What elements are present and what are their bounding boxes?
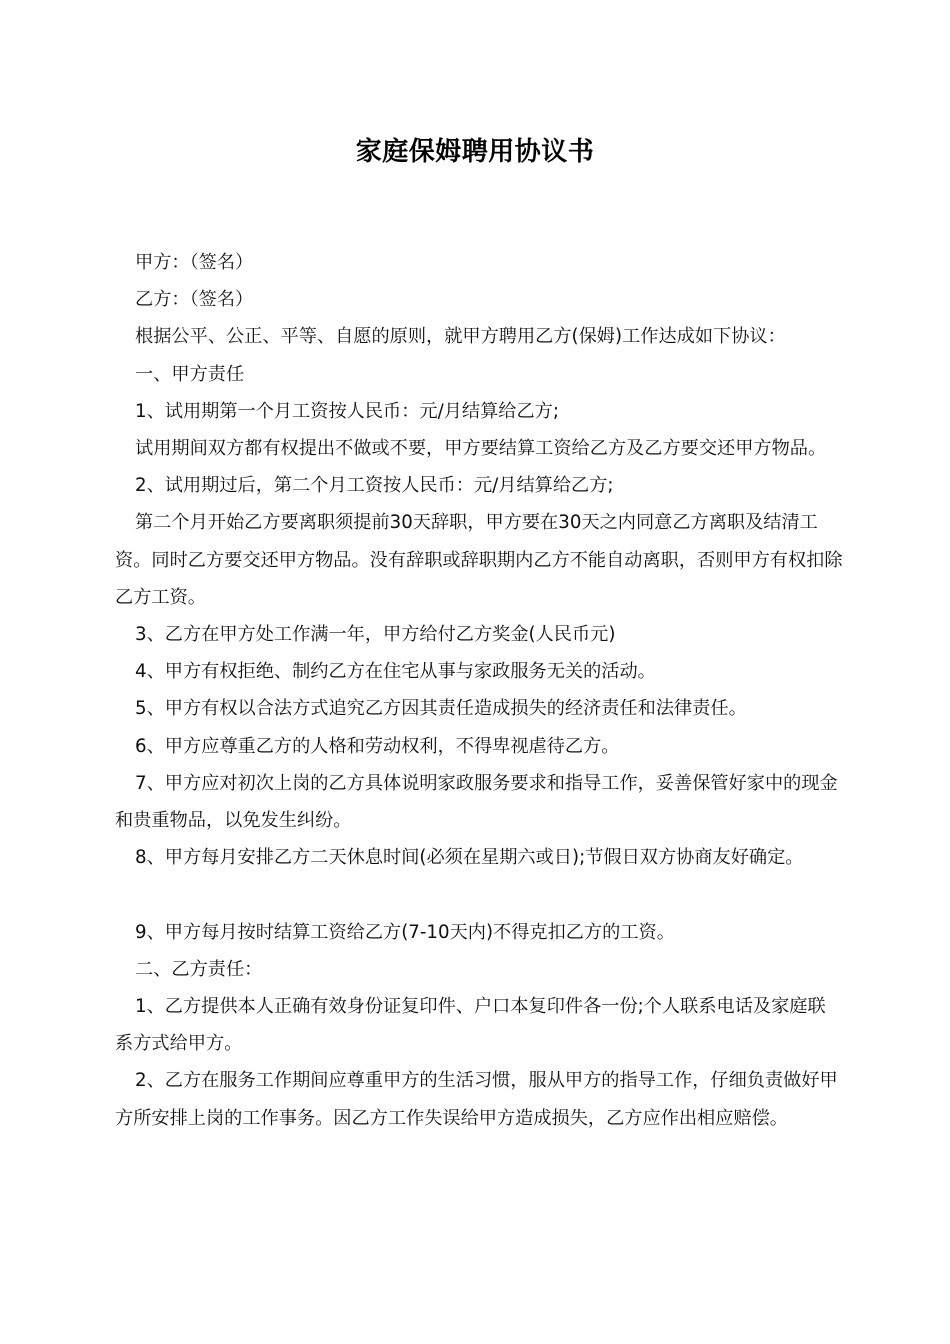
section-1-item-9: 9、甲方每月按时结算工资给乙方(7-10天内)不得克扣乙方的工资。 — [135, 921, 675, 943]
section-2-heading: 二、乙方责任： — [135, 958, 263, 980]
section-1-heading: 一、甲方责任 — [135, 363, 245, 385]
section-1-item-6: 6、甲方应尊重乙方的人格和劳动权利，不得卑视虐待乙方。 — [135, 735, 620, 757]
section-1-item-4: 4、甲方有权拒绝、制约乙方在住宅从事与家政服务无关的活动。 — [135, 661, 656, 683]
party-b-line: 乙方：（签名） — [135, 289, 254, 311]
section-1-item-1: 1、试用期第一个月工资按人民币：元/月结算给乙方; — [135, 400, 559, 422]
section-2-item-1: 1、乙方提供本人正确有效身份证复印件、户口本复印件各一份;个人联系电话及家庭联系方式给甲方。 — [115, 996, 826, 1055]
section-1-item-2-note: 第二个月开始乙方要离职须提前30天辞职，甲方要在30天之内同意乙方离职及结清工资。同时乙方要交还甲方物品。没有辞职或辞职期内乙方不能自动离职，否则甲方有权扣除乙方工资。 — [115, 512, 843, 608]
section-1-item-1-note: 试用期间双方都有权提出不做或不要，甲方要结算工资给乙方及乙方要交还甲方物品。 — [135, 438, 827, 460]
section-2-item-2: 2、乙方在服务工作期间应尊重甲方的生活习惯，服从甲方的指导工作，仔细负责做好甲方所安排上岗的工作事务。因乙方工作失误给甲方造成损失，乙方应作出相应赔偿。 — [115, 1070, 838, 1129]
document-body — [115, 244, 843, 1137]
blank-line — [115, 876, 843, 913]
document-title: 家庭保姆聘用协议书 — [355, 137, 595, 167]
section-1-item-7: 7、甲方应对初次上岗的乙方具体说明家政服务要求和指导工作，妥善保管好家中的现金和贵重物品，以免发生纠纷。 — [115, 772, 838, 832]
party-a-line: 甲方：（签名） — [135, 252, 254, 273]
section-1-item-8: 8、甲方每月安排乙方二天休息时间(必须在星期六或日);节假日双方协商友好确定。 — [135, 847, 804, 869]
section-1-item-5: 5、甲方有权以合法方式追究乙方因其责任造成损失的经济责任和法律责任。 — [135, 698, 747, 720]
intro-paragraph: 根据公平、公正、平等、自愿的原则，就甲方聘用乙方(保姆)工作达成如下协议： — [135, 326, 786, 348]
section-1-item-2: 2、试用期过后，第二个月工资按人民币：元/月结算给乙方; — [135, 475, 614, 497]
section-1-item-3: 3、乙方在甲方处工作满一年，甲方给付乙方奖金(人民币元) — [135, 624, 616, 646]
